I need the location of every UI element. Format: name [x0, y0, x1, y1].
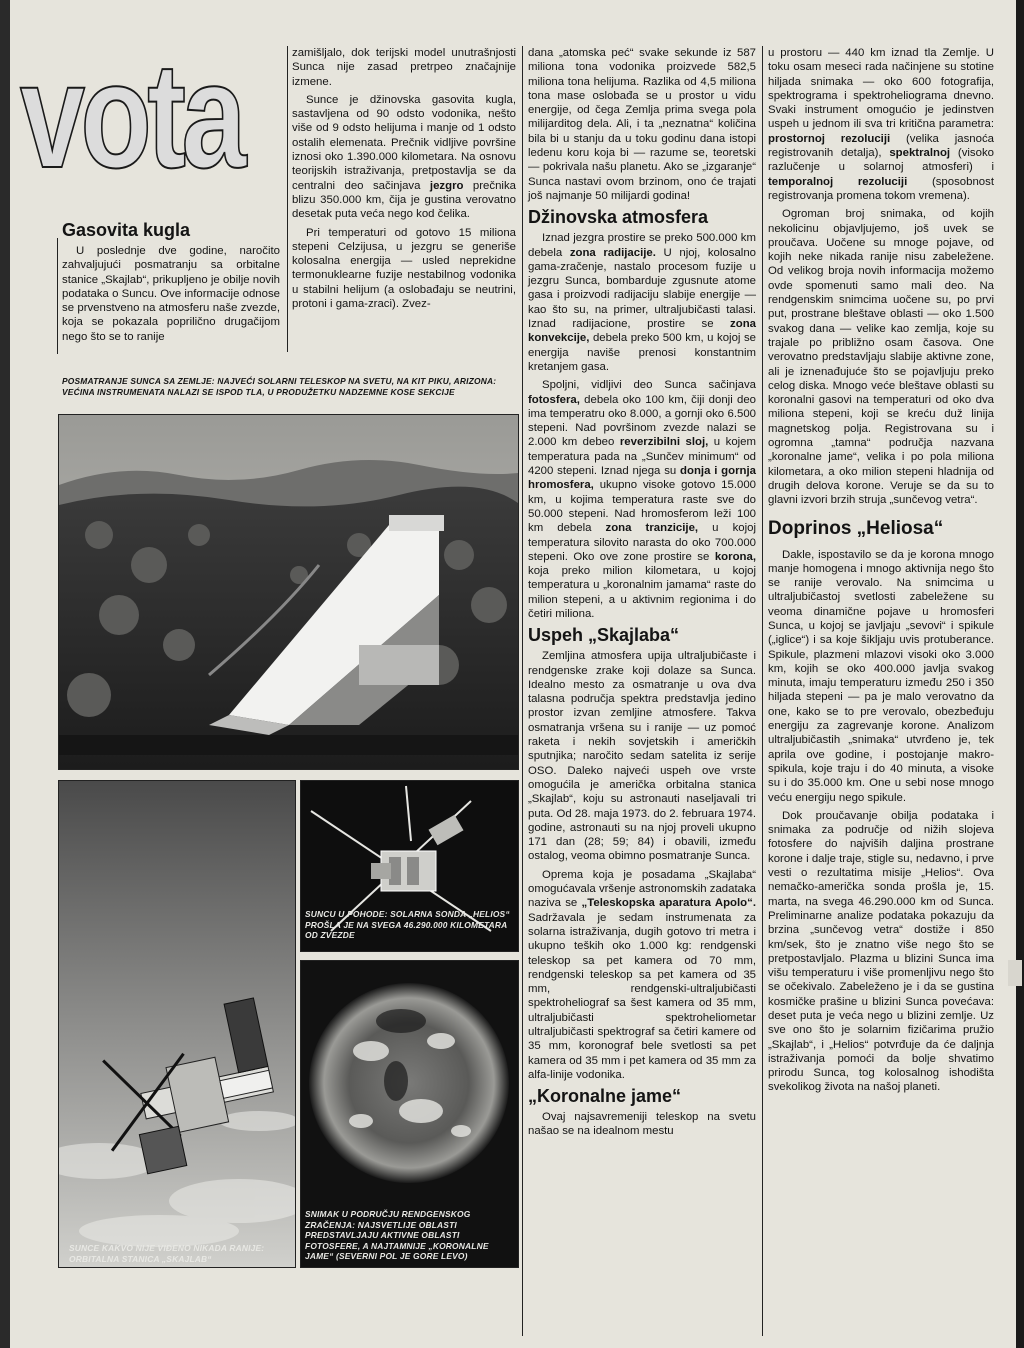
col2-p3: Pri temperaturi od gotovo 15 miliona stepeni Celzijusa, u jezgru se generiše kolosalna energija — usled neprekidne termonuklearne fuzije nestabilnog vodonika u stabilni helijum (a oslobađaju se neutrini, protoni i gama-zraci). Zvez- [292, 226, 516, 311]
helios-probe-photo [300, 780, 519, 952]
xray-sun-image [301, 961, 518, 1201]
column-4 [768, 46, 994, 1099]
telescope-image [59, 415, 518, 769]
col3-p5: Oprema koja je posadama „Skajlaba“ omogućavala vršenje astronomskih zadataka naziva se „Teleskopska aparatura Apolo“. Sadržavala je sedam instrumenata za solarna istraživanja, dugih gotovo tri metra i ukupno teških oko 1.000 kg: rendgenski teleskop sa pet kamera od 70 mm, rendgenski teleskop sa pet kamera od 35 mm, rendgenski-ultraljubičasti spektroheliograf sa šest kamera od 35 mm, ultraljubičasti spektroheliometar ultraljubičasti spektrograf sa četiri kamere od 35 mm, koronograf bele svetlosti sa pet kamera od 35 mm i pet kamera od 35 mm za alfa-linije vodonika. [528, 868, 756, 1081]
col4-p1: u prostoru — 440 km iznad tla Zemlje. U toku osam meseci rada načinjene su stotine hiljada snimaka — oko 600 fotografija, spektrograma i spektroheliograma dnevno. Svaki instrument omogućio je jedinstven uspeh u jednom ili sva tri kritična parametra: prostornoj rezoluciji (velika jasnoća registrovanih detalja), spektralnoj (visoko razlučenje u solarnoj atmosferi) i temporalnoj rezoluciji (sposobnost registrovanja promena tokom vremena). [768, 47, 994, 202]
subhead-dzinovska-atmosfera: Džinovska atmosfera [528, 207, 709, 228]
caption-helios: SUNCU U POHODE: SOLARNA SONDA „HELIOS“ PROŠLA JE NA SVEGA 46.290.000 KILOMETARA OD ZVEZDE [305, 909, 510, 940]
col4-p3: Dakle, ispostavilo se da je korona mnogo manje homogena i mnogo aktivnija nego što se ranije verovalo. Na snimcima u ultraljubičastoj svetlosti zabeležene su veoma dinamične pojave u hromosferi Sunca, u kojoj se javljaju „sevovi“ i spikule („iglice“) i sa koje šikljaju uvis protuberance. Spikule, plazmeni mlazovi visoki oko 3.000 km, kojih se oko 400.000 javlja svakog minuta, imaju temperaturu između 250 i 350 hiljada stepeni — pa je malo verovatno da one, kako se to pre verovalo, obezbeđuju energiju za zagrevanje korone. Analizom ultraljubičastih „snimaka“ utvrđeno je, tek aprila ove godine, i postojanje makro-spikula, koje traju i do 40 minuta, a visoke su i do 35.000 km. One u sebi nose mnogo veću energiju nego spikule. [768, 548, 994, 804]
subhead-doprinos-heliosa: Doprinos „Heliosa“ [768, 517, 944, 539]
subhead-uspeh-skajlaba: Uspeh „Skajlaba“ [528, 625, 680, 646]
col2-p2: Sunce je džinovska gasovita kugla, sastavljena od 90 odsto vodonika, nešto više od 9 odsto helijuma i manje od 1 odsto ostalih elemenata. Prečnik vidljive površine iznosi oko 1.390.000 kilometara. Na osnovu teorijskih istraživanja, pretpostavlja se da centralni deo sačinjava jezgro prečnika blizu 350.000 km, čija je gustina verovatno desetak puta veća nego kod čelika. [292, 93, 516, 221]
headline-fragment: vota [20, 31, 242, 199]
col4-p4: Dok proučavanje obilja podataka i snimaka za područje od nižih slojeva fotosfere do najviših daljina prostrane korone i dalje traje, stigle su, nedavno, i prve vesti o rezultatima misije „Helios“. Ova nemačko-američka sonda prošla je, 15. marta, na svega 46.290.000 km od Sunca. Preliminarne analize podataka pokazuju da brzina „sunčevog vetra“ dostiže i 850 km/sek, što je znatno više nego što se pretpostavljalo. Plazma u blizini Sunca ima višu temperaturu i više promenljivu nego što se očekivalo. Zabeleženo je i da se gustina kosmičke prašine u blizini Sunca povećava: deset puta je veća nego u blizini zemlje. Uz sve ono što je solarnim fizičarima pružio „Skajlab“, i „Helios“ potvrđuje da će daljnja istraživanja pomoći da bolje shvatimo prirodu Sunca, tog kolosalnog ishodišta svekolikog života na našoj planeti. [768, 809, 994, 1094]
subhead-koronalne-jame: „Koronalne jame“ [528, 1086, 682, 1107]
page-number-tab [1008, 960, 1022, 986]
column-divider [287, 46, 288, 352]
subhead-gasovita-kugla: Gasovita kugla [62, 220, 191, 240]
solar-telescope-photo [58, 414, 519, 770]
skylab-orbit-photo [58, 780, 296, 1268]
column-2 [292, 46, 516, 315]
column-divider [57, 238, 58, 354]
col1-paragraph: U poslednje dve godine, naročito zahvaljujući posmatranju sa orbitalne stanice „Skajlab“, prikupljeno je obilje novih podataka o Suncu. Ove informacije odnose se prvenstveno na atmosferu naše zvezde, koja se pokazala popriličnо drugačijom nego što se to ranije [62, 245, 280, 343]
col2-p1: zamišljalo, dok terijski model unutrašnjosti Sunca nije zasad pretrpeo značajnije izmene. [292, 47, 516, 88]
col3-p2: Iznad jezgra prostire se preko 500.000 km debela zona radijacije. U njoj, kolosalno gama-zračenje, nastalo procesom fuzije u jezgru Sunca, bombarduje zgusnute atome gasa i proizvodi radijaciju slabije energije — kao što su, na primer, ultraljubičasti talasi. Iznad radijacione, prostire se zona konvekcije, debela preko 500 km, u kojoj se energija naviše prenosi konstantnim kretanjem gasa. [528, 232, 756, 373]
xray-sun-photo [300, 960, 519, 1268]
col4-p2: Ogroman broj snimaka, od kojih nekolicinu objavljujemo, još uvek se proučava. Uočene su mnoge pojave, od kojih neke nikada ranije nisu zabeležene. Od velikog broja novih informacija možemo ovde spomenuti samo mali deo. Na rendgenskim snimcima uočene su, po prvi put, prostrane bleštave oblasti — oko 1.500 svakog dana — velike kao zemlja, koje su trajale po približno osam časova. One verovatno predstavljaju slabije aktivne zone, ali je iznenađujuće što se pojavljuju preko celog diska. Mnogo veće bleštave oblasti su koronalni gasovi na temperaturi od oko dva miliona stepeni, koji se kreću duž linija magnetskog polja. Registrovana su i ogromna „tamna“ područja nazvana „koronalne jame“, velika i po pola miliona kilometara, a oko milion stepeni hladnija od drugih delova korone. Veruje se da su to glavni izvori brzih struja „sunčevog vetra“. [768, 208, 994, 507]
col3-p3: Spoljni, vidljivi deo Sunca sačinjava fotosfera, debela oko 100 km, čiji donji deo ima temperatru oko 8.000, a gornji oko 6.500 stepeni. Nad površinom zvezde nalazi se 2.000 km debeo reverzibilni sloj, u kojem temperatura pada na „Sunčev minimum“ od 4200 stepeni. Iznad njega su donja i gornja hromosfera, ukupno visoke gotovo 15.000 km, u kojima temperatura raste sve do 50.000 stepeni. Nad hromosferom leži 100 km debela zona tranzicije, u kojoj temperatura silovito narasta do oko 700.000 stepeni. Oko ove zone prostire se korona, koja preko milion kilometara, u kojoj temperatura u „koronalnim jamama“ raste do milion stepeni, a u aktivnim regionima i do četiri miliona. [528, 379, 757, 620]
magazine-page [10, 0, 1016, 1348]
column-divider [522, 46, 523, 1336]
col3-p1: dana „atomska peć“ svake sekunde iz 587 miliona tona vodonika proizvede 582,5 miliona tona helijuma. Razlika od 4,5 miliona tona mase oslobađa se u prostor u vidu energije, od čega Zemlja prima svega pola milijarditog dela. Ali, i ta „neznatna“ količina bila bi u stanju da u toku godinu dana istopi ledenu koru koja bi — razume se, teoretski — pokrivala našu planetu. Ako se „izgaranje“ Sunca nastavi ovom brzinom, ono će trajati još najmanje 50 milijardi godina! [528, 47, 756, 202]
col3-p6: Ovaj najsavremeniji teleskop na svetu našao se na idealnom mestu [528, 1111, 756, 1138]
column-3 [528, 46, 756, 1143]
column-divider [762, 46, 763, 1336]
col3-p4: Zemljina atmosfera upija ultraljubičaste i rendgenske zrake koji dolaze sa Sunca. Idealno mesto za osmatranje u ova dva talasna područja spektra predstavlja jedino prostor izvan zemljine atmosfere. Takva osmatranja vršena su i ranije — uz pomoć raketa i nekih sovjetskih i američkih sputnjika; naročito sedam satelita iz serije OSO. Daleko najveći uspeh ove vrste omogućila je američka orbitalna stanica „Skajlab“, koju su astronauti naseljavali tri puta. Od 28. maja 1973. do 2. februara 1974. godine, astronauti su na njoj proveli ukupno 171 dan (28; 59; 84) i obavili, između ostalog, veoma obimno posmatranje Sunca. [528, 650, 756, 863]
caption-skylab: SUNCE KAKVO NIJE VIĐENO NIKADA RANIJE: ORBITALNA STANICA „SKAJLAB“ [69, 1243, 265, 1264]
column-1 [62, 218, 280, 348]
caption-xray: SNIMAK U PODRUČJU RENDGENSKOG ZRAČENJA: NAJSVETLIJE OBLASTI PREDSTAVLJAJU AKTIVNE OBLASTI FOTOSFERE, A NAJTAMNIJE „KORONALNE JAME“ (SEVERNI POL JE GORE LEVO) [305, 1209, 489, 1261]
right-dark-strip [1016, 0, 1024, 1348]
skylab-image [59, 781, 295, 1267]
caption-telescope: POSMATRANJE SUNCA SA ZEMLJE: NAJVEĆI SOLARNI TELESKOP NA SVETU, NA KIT PIKU, ARIZONA: VEĆINA INSTRUMENATA NALAZI SE ISPOD TLA, U PRODUŽETKU NADZEMNE KOSE SEKCIJE [62, 376, 497, 397]
